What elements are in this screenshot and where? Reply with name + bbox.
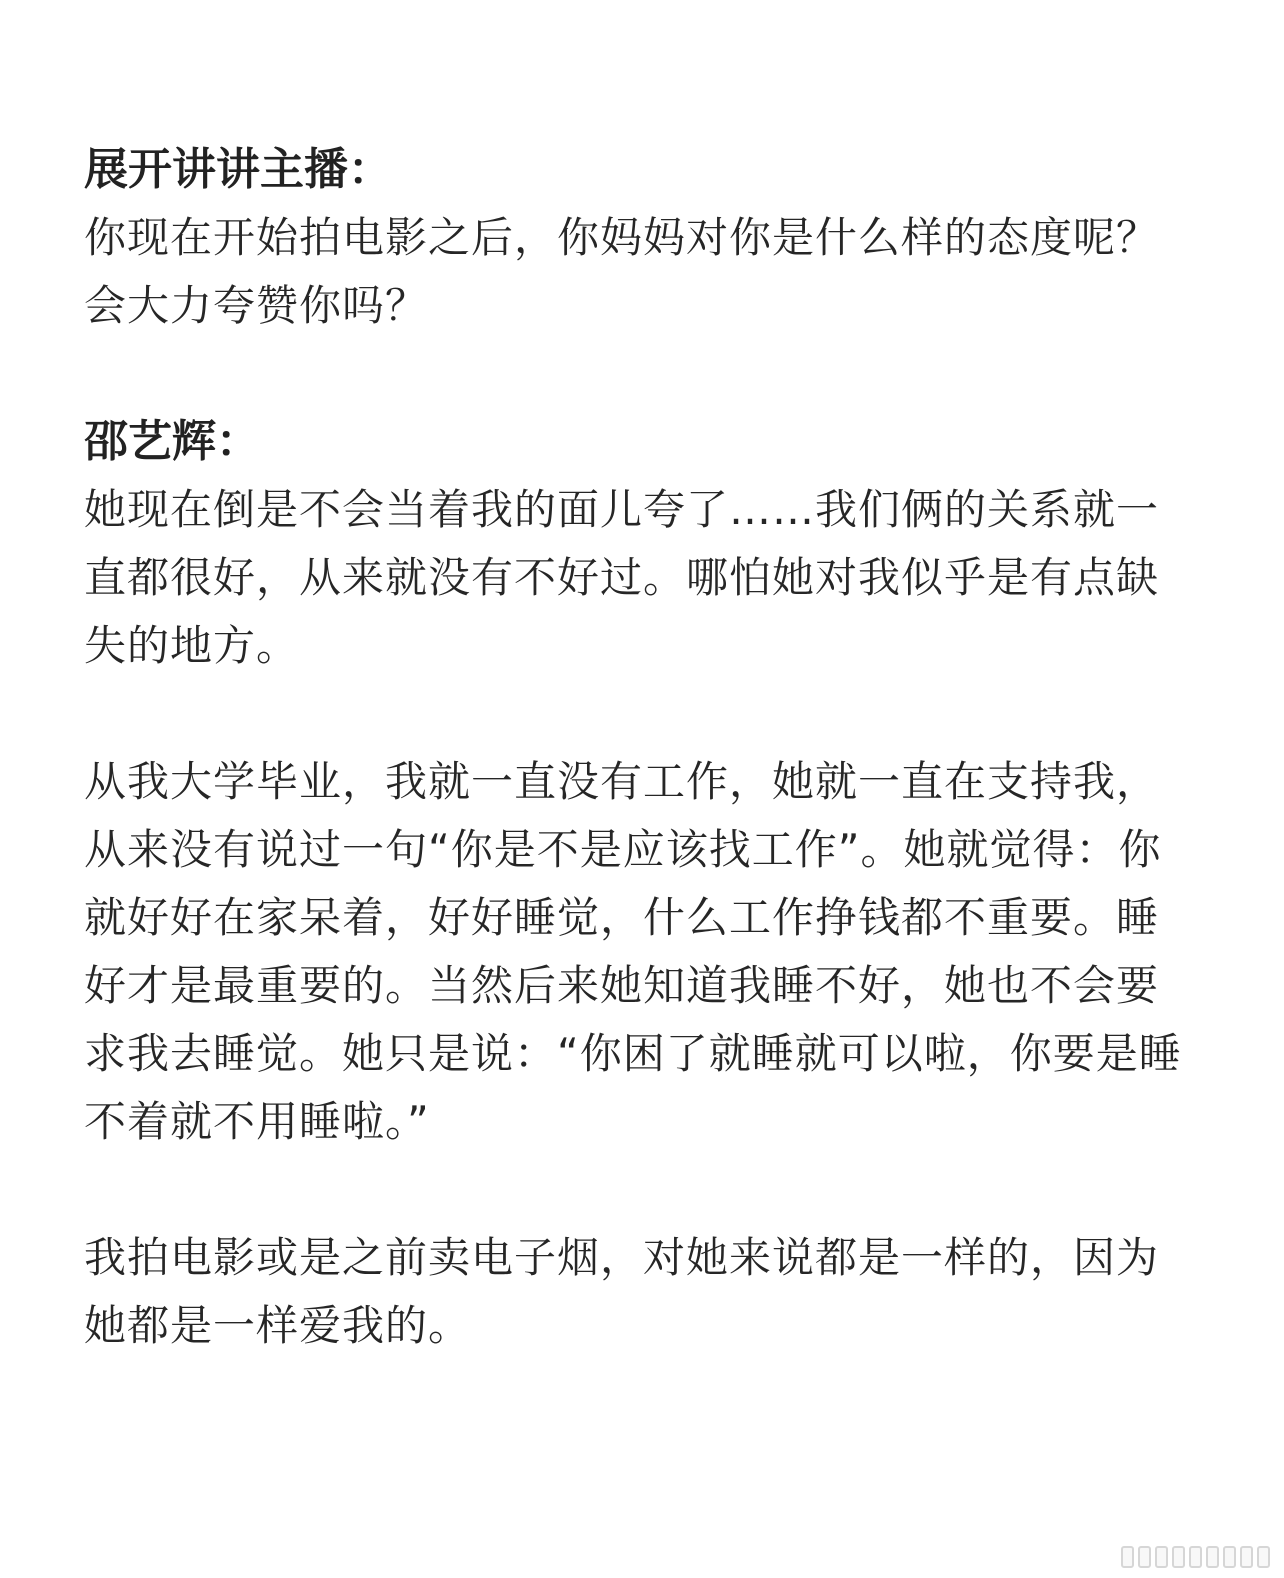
speaker-host: 展开讲讲主播： [84, 144, 392, 195]
spacer [84, 680, 1184, 748]
watermark-icon [1121, 1546, 1270, 1568]
guest-answer-paragraph-1: 她现在倒是不会当着我的面儿夸了……我们俩的关系就一直都很好，从来就没有不好过。哪怕她对我似乎是有点缺失的地方。 [84, 485, 1160, 670]
host-question: 你现在开始拍电影之后，你妈妈对你是什么样的态度呢？会大力夸赞你吗？ [84, 213, 1160, 330]
spacer [84, 1156, 1184, 1224]
speaker-guest: 邵艺辉： [84, 416, 260, 467]
guest-answer-paragraph-2: 从我大学毕业，我就一直没有工作，她就一直在支持我，从来没有说过一句“你是不是应该找工作”。她就觉得：你就好好在家呆着，好好睡觉，什么工作挣钱都不重要。睡好才是最重要的。当然后来她知道我睡不好，她也不会要求我去睡觉。她只是说：“你困了就睡就可以啦，你要是睡不着就不用睡啦。” [84, 757, 1182, 1146]
article [84, 136, 1184, 1360]
guest-answer-paragraph-3: 我拍电影或是之前卖电子烟，对她来说都是一样的，因为她都是一样爱我的。 [84, 1233, 1160, 1350]
spacer [84, 340, 1184, 408]
